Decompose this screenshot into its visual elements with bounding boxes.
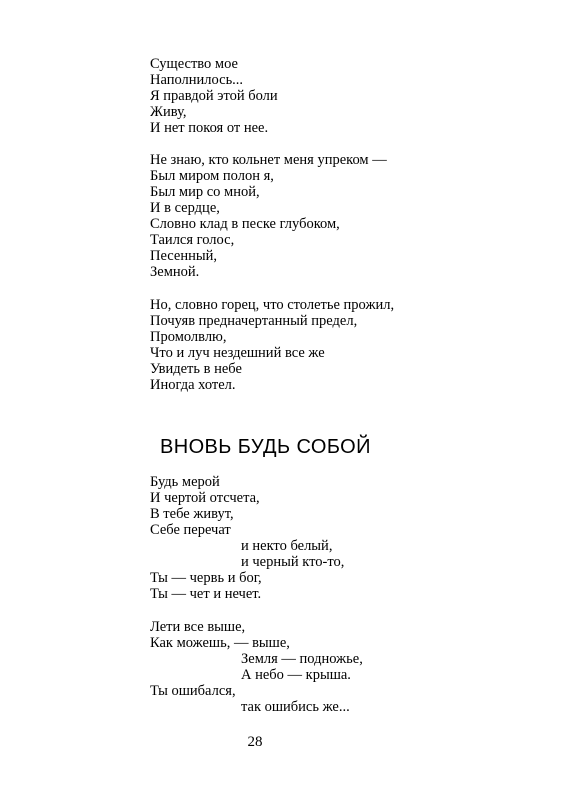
poem-line: Лети все выше, xyxy=(150,619,246,635)
poem-line: Ты — чет и нечет. xyxy=(150,586,262,602)
poem-line: Будь мерой xyxy=(150,474,220,490)
poem-line: Но, словно горец, что столетье прожил, xyxy=(150,297,395,313)
poem-line: Ты — червь и бог, xyxy=(150,570,262,586)
poem-line-indented: так ошибись же... xyxy=(241,699,350,715)
poem-line: Песенный, xyxy=(150,248,217,264)
poem-line: Не знаю, кто кольнет меня упреком — xyxy=(150,152,387,168)
poem-line: Что и луч нездешний все же xyxy=(150,345,325,361)
poem-line: Живу, xyxy=(150,104,187,120)
poem-line: Таился голос, xyxy=(150,232,235,248)
poem-line: И в сердце, xyxy=(150,200,220,216)
poem2-stanza-1 xyxy=(150,474,344,602)
poem-line-indented: А небо — крыша. xyxy=(241,667,351,683)
poem1-stanza-1 xyxy=(150,56,278,136)
poem-line: Промолвлю, xyxy=(150,329,227,345)
poem-line: Существо мое xyxy=(150,56,238,72)
poem-line: Наполнилось... xyxy=(150,72,244,88)
poem-line: Был мир со мной, xyxy=(150,184,260,200)
poem-line: Словно клад в песке глубоком, xyxy=(150,216,340,232)
poem-line: Иногда хотел. xyxy=(150,377,236,393)
poem-line: Был миром полон я, xyxy=(150,168,274,184)
poem1-stanza-3 xyxy=(150,297,394,393)
poem-line: Как можешь, — выше, xyxy=(150,635,290,651)
poem-line: Я правдой этой боли xyxy=(150,88,278,104)
poem-line: Земной. xyxy=(150,264,200,280)
poem1-stanza-2 xyxy=(150,152,387,280)
poem-line-indented: Земля — подножье, xyxy=(241,651,363,667)
poem-line-indented: и черный кто-то, xyxy=(241,554,345,570)
poem-line: И нет покоя от нее. xyxy=(150,120,269,136)
poem-line: Почуяв предначертанный предел, xyxy=(150,313,358,329)
poem-line: Увидеть в небе xyxy=(150,361,242,377)
poem-title: ВНОВЬ БУДЬ СОБОЙ xyxy=(160,436,371,458)
poem-line: Себе перечат xyxy=(150,522,231,538)
poem-line: В тебе живут, xyxy=(150,506,234,522)
poem-line-indented: и некто белый, xyxy=(241,538,333,554)
poem-line: Ты ошибался, xyxy=(150,683,236,699)
page-number: 28 xyxy=(247,734,263,750)
poem2-stanza-2 xyxy=(150,619,363,715)
poem-line: И чертой отсчета, xyxy=(150,490,260,506)
